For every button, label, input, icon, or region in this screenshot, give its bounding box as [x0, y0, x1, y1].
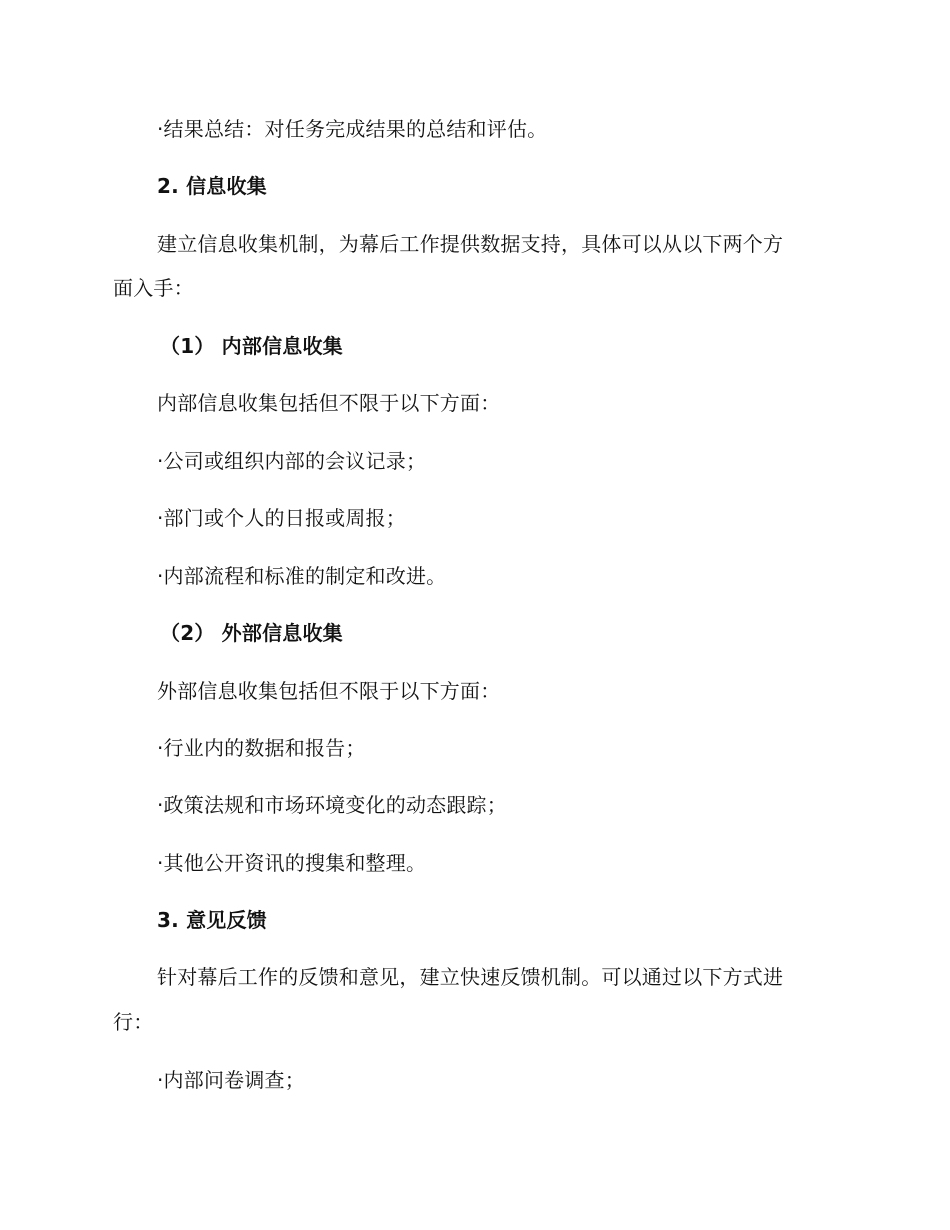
- bullet-internal-process: ·内部流程和标准的制定和改进。: [157, 564, 447, 588]
- paragraph-info-collection-line1: 建立信息收集机制，为幕后工作提供数据支持，具体可以从以下两个方: [157, 232, 784, 256]
- bullet-daily-weekly-reports: ·部门或个人的日报或周报；: [157, 506, 406, 530]
- bullet-public-info: ·其他公开资讯的搜集和整理。: [157, 851, 427, 875]
- paragraph-info-collection-line2: 面入手：: [113, 276, 194, 300]
- section-heading-info-collection: 2. 信息收集: [157, 174, 267, 198]
- section-heading-feedback: 3. 意见反馈: [157, 908, 267, 932]
- paragraph-feedback-line1: 针对幕后工作的反馈和意见，建立快速反馈机制。可以通过以下方式进: [157, 965, 784, 989]
- paragraph-external-info: 外部信息收集包括但不限于以下方面：: [157, 679, 501, 703]
- paragraph-feedback-line2: 行：: [113, 1010, 154, 1034]
- bullet-industry-data: ·行业内的数据和报告；: [157, 736, 366, 760]
- paragraph-internal-info: 内部信息收集包括但不限于以下方面：: [157, 391, 501, 415]
- bullet-meeting-records: ·公司或组织内部的会议记录；: [157, 449, 427, 473]
- subheading-external-info: （2） 外部信息收集: [160, 621, 343, 645]
- subheading-internal-info: （1） 内部信息收集: [160, 334, 343, 358]
- bullet-policy-tracking: ·政策法规和市场环境变化的动态跟踪；: [157, 793, 507, 817]
- bullet-internal-survey: ·内部问卷调查；: [157, 1068, 305, 1092]
- bullet-result-summary: ·结果总结：对任务完成结果的总结和评估。: [157, 117, 548, 141]
